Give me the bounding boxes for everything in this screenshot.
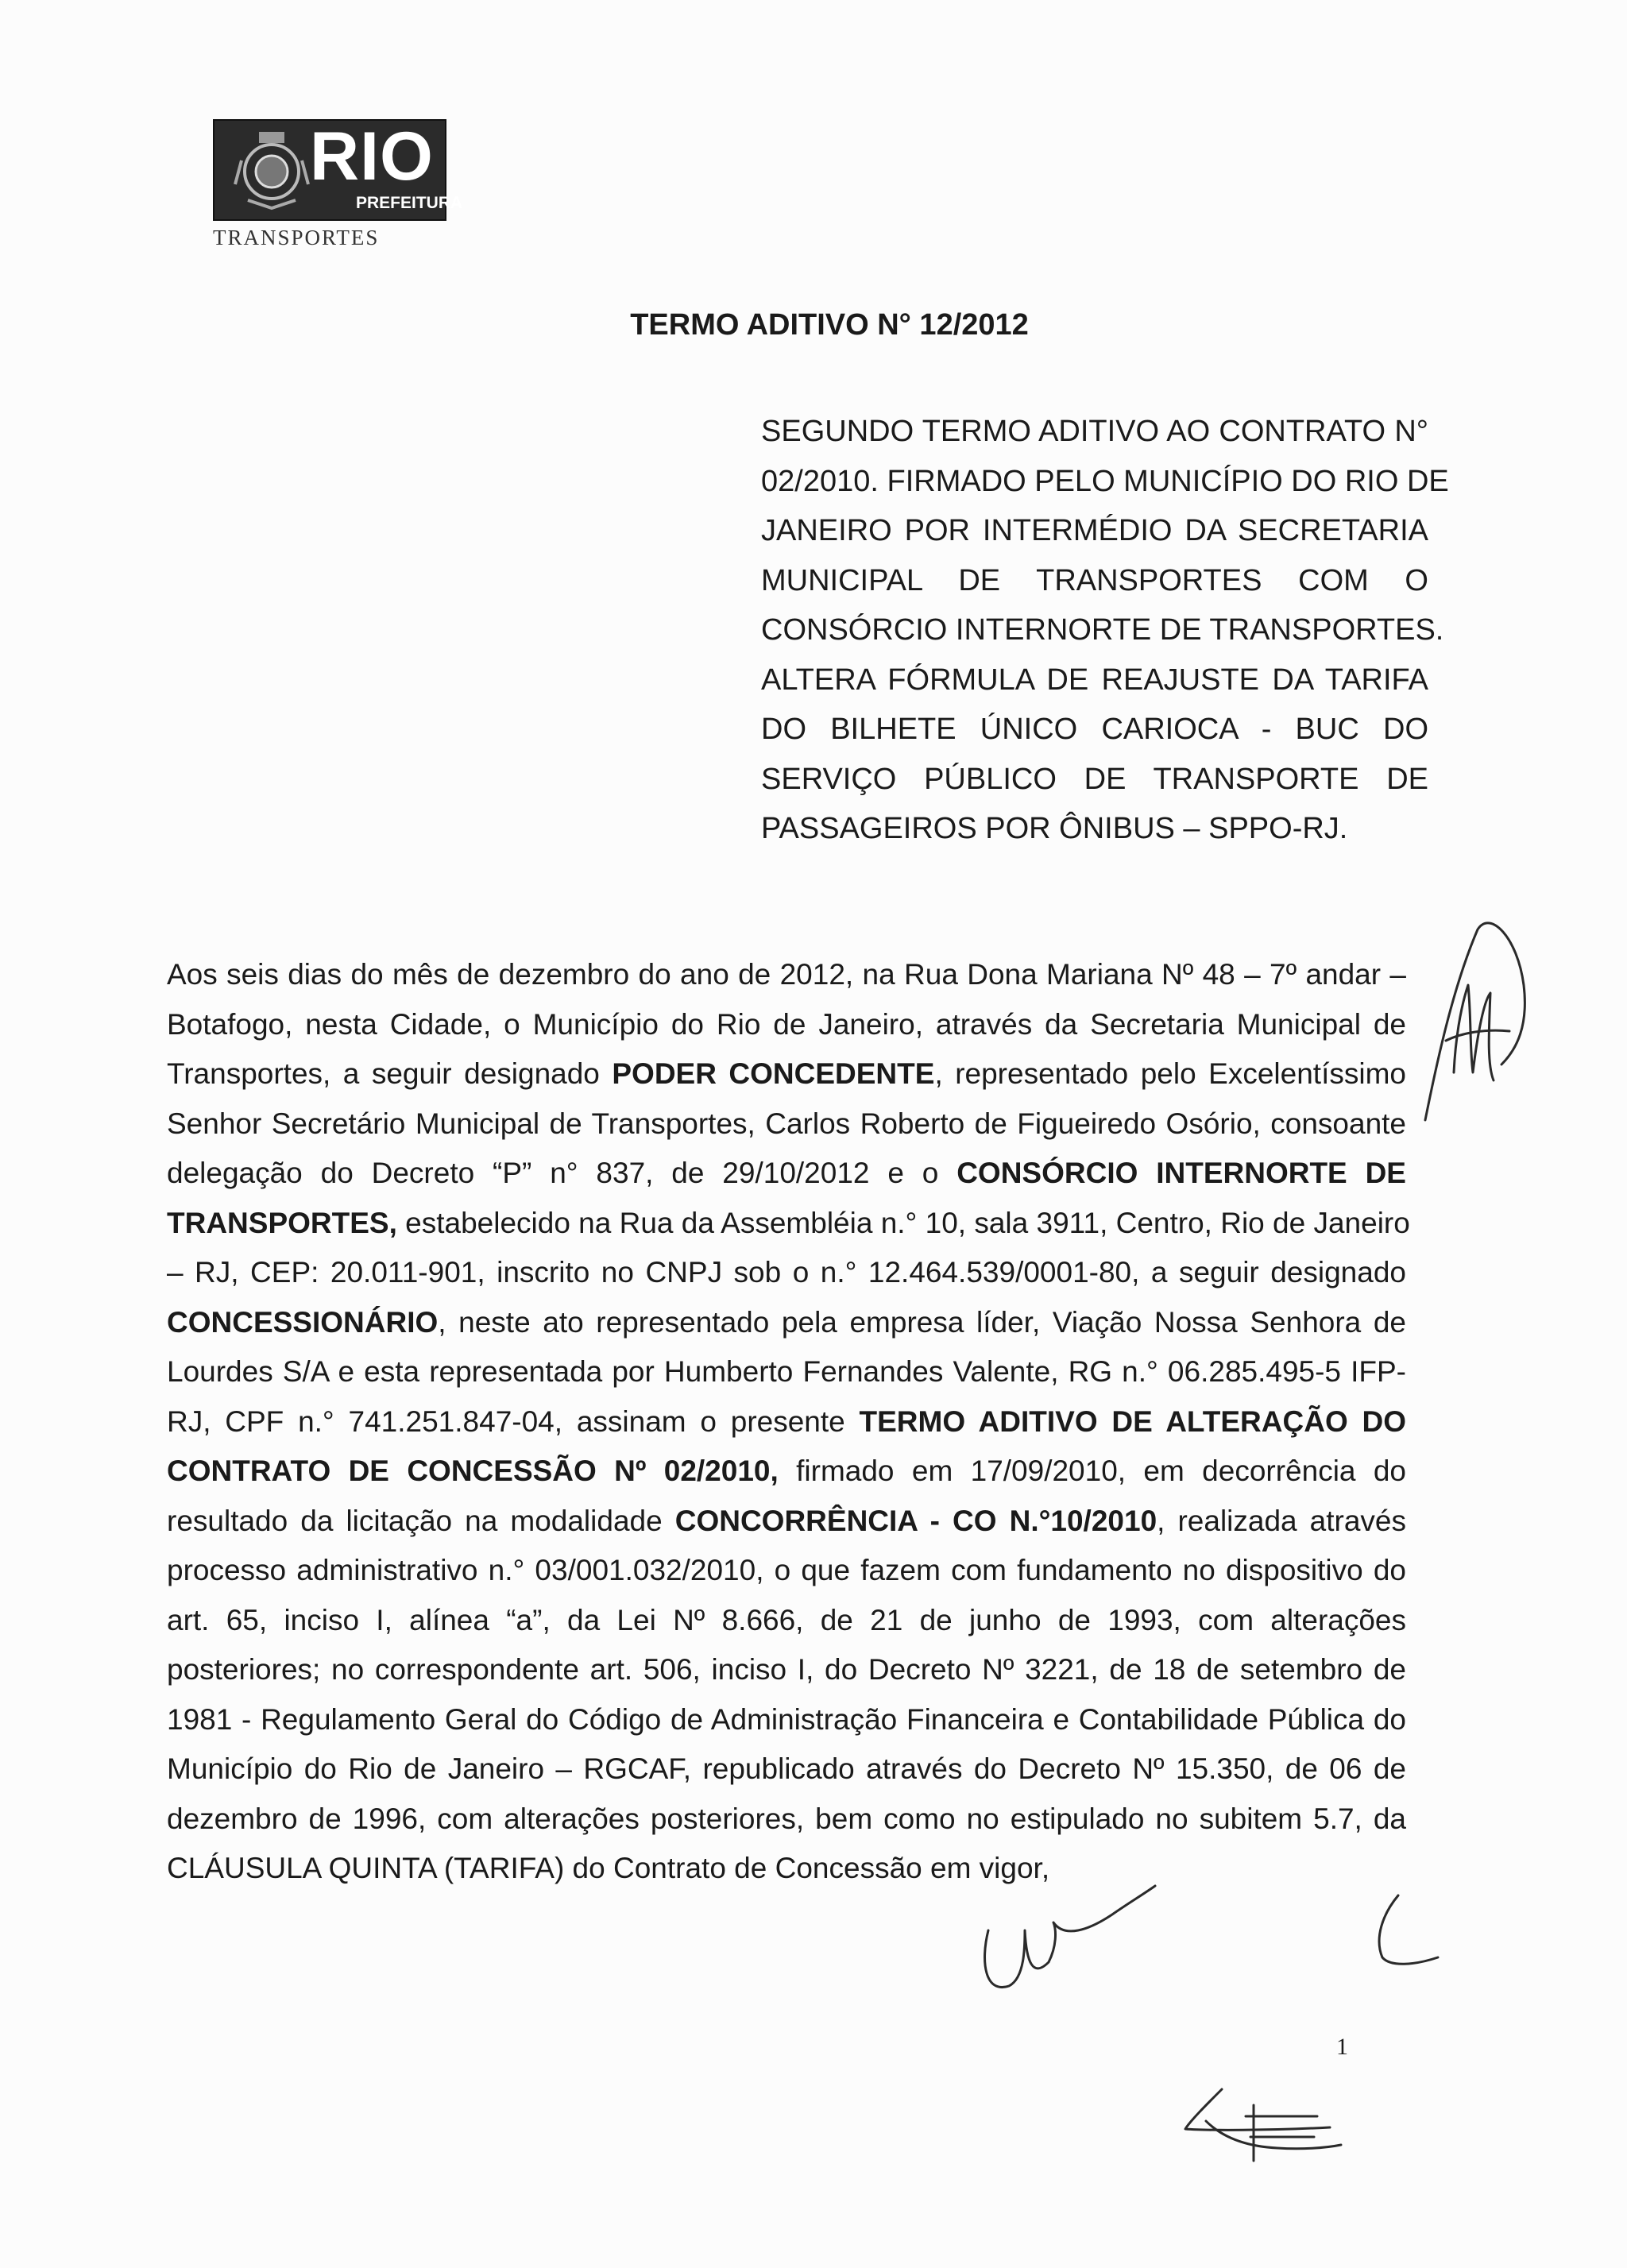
- consorcio-term: TRANSPORTES,: [167, 1206, 397, 1239]
- ementa-line: 02/2010. FIRMADO PELO MUNICÍPIO DO RIO DE: [761, 464, 1449, 498]
- body-text-run: estabelecido na Rua da Assembléia n.° 10, sala 3911, Centro, Rio de Janeiro: [396, 1206, 1410, 1239]
- document-title: TERMO ADITIVO N° 12/2012: [630, 308, 1029, 342]
- body-line: art. 65, inciso I, alínea “a”, da Lei Nº 8.666, de 21 de junho de 1993, com alterações: [167, 1603, 1406, 1636]
- body-line: 1981 - Regulamento Geral do Código de Administração Financeira e Contabilidade Pública do: [167, 1702, 1406, 1736]
- body-line: Lourdes S/A e esta representada por Humberto Fernandes Valente, RG n.° 06.285.495-5 IFP-: [167, 1355, 1406, 1388]
- consorcio-term: CONSÓRCIO INTERNORTE DE: [956, 1157, 1406, 1189]
- body-text-run: firmado em 17/09/2010, em decorrência do: [778, 1455, 1407, 1487]
- body-line: CLÁUSULA QUINTA (TARIFA) do Contrato de Concessão em vigor,: [167, 1852, 1050, 1884]
- ementa-line: JANEIRO POR INTERMÉDIO DA SECRETARIA: [761, 514, 1428, 547]
- poder-concedente-term: PODER CONCEDENTE: [612, 1057, 935, 1090]
- termo-aditivo-term: TERMO ADITIVO DE ALTERAÇÃO DO: [859, 1404, 1407, 1438]
- body-text-run: , representado pelo Excelentíssimo: [934, 1057, 1406, 1090]
- body-line: Botafogo, nesta Cidade, o Município do Rio de Janeiro, através da Secretaria Municipal de: [167, 1007, 1406, 1041]
- body-text-run: Transportes, a seguir designado: [167, 1057, 613, 1090]
- body-line: [167, 1049, 1406, 1099]
- body-line: processo administrativo n.° 03/001.032/2010, o que fazem com fundamento no dispositivo do: [167, 1554, 1406, 1586]
- ementa-line: MUNICIPAL DE TRANSPORTES COM O: [761, 563, 1428, 597]
- body-line: Município do Rio de Janeiro – RGCAF, republicado através do Decreto Nº 15.350, de 06 de: [167, 1752, 1406, 1785]
- margin-initials-signature: [1422, 914, 1533, 1128]
- body-line: dezembro de 1996, com alterações posteriores, bem como no estipulado no subitem 5.7, da: [167, 1802, 1406, 1835]
- body-paragraph: [167, 950, 1410, 1894]
- logo-prefeitura-text: PREFEITURA: [356, 194, 463, 212]
- ementa-line: CONSÓRCIO INTERNORTE DE TRANSPORTES.: [761, 613, 1444, 647]
- signature-initials-1: [977, 1875, 1160, 2002]
- body-text-run: delegação do Decreto “P” n° 837, de 29/10/2012 e o: [167, 1157, 957, 1189]
- prefeitura-rio-logo: [213, 118, 463, 221]
- body-line: [167, 1447, 1406, 1497]
- body-line: posteriores; no correspondente art. 506, inciso I, do Decreto Nº 3221, de 18 de setembro de: [167, 1653, 1406, 1686]
- body-text-run: , neste ato representado pela empresa líder, Viação Nossa Senhora de: [438, 1305, 1406, 1339]
- page-number: 1: [1336, 2034, 1348, 2060]
- contrato-term: CONTRATO DE CONCESSÃO Nº 02/2010,: [167, 1455, 779, 1487]
- body-line: [167, 1397, 1406, 1447]
- concorrencia-term: CONCORRÊNCIA - CO N.°10/2010: [674, 1504, 1157, 1537]
- signature-initials-3: [1174, 2081, 1349, 2169]
- ementa-block: [761, 407, 1449, 854]
- body-line: [167, 1298, 1406, 1348]
- body-text-run: resultado da licitação na modalidade: [167, 1504, 675, 1537]
- concessionario-term: CONCESSIONÁRIO: [167, 1305, 439, 1339]
- ementa-line: ALTERA FÓRMULA DE REAJUSTE DA TARIFA: [761, 663, 1428, 697]
- body-line: Senhor Secretário Municipal de Transportes, Carlos Roberto de Figueiredo Osório, consoante: [167, 1107, 1406, 1140]
- ementa-line: SEGUNDO TERMO ADITIVO AO CONTRATO N°: [761, 415, 1428, 448]
- body-line: – RJ, CEP: 20.011-901, inscrito no CNPJ sob o n.° 12.464.539/0001-80, a seguir designado: [167, 1256, 1406, 1289]
- logo-rio-text: RIO: [310, 118, 434, 195]
- body-text-run: RJ, CPF n.° 741.251.847-04, assinam o presente: [167, 1404, 860, 1438]
- body-text-run: , realizada através: [1157, 1504, 1406, 1537]
- body-line: [167, 1149, 1406, 1199]
- coat-of-arms-icon: [232, 129, 311, 211]
- body-line: [167, 1497, 1406, 1547]
- ementa-line: PASSAGEIROS POR ÔNIBUS – SPPO-RJ.: [761, 812, 1348, 845]
- body-line: Aos seis dias do mês de dezembro do ano de 2012, na Rua Dona Mariana Nº 48 – 7º andar –: [167, 958, 1406, 991]
- ementa-line: SERVIÇO PÚBLICO DE TRANSPORTE DE: [761, 762, 1428, 796]
- ementa-line: DO BILHETE ÚNICO CARIOCA - BUC DO: [761, 713, 1428, 746]
- signature-initials-2: [1366, 1891, 1446, 1978]
- department-name: TRANSPORTES: [213, 226, 380, 249]
- body-line: [167, 1199, 1410, 1249]
